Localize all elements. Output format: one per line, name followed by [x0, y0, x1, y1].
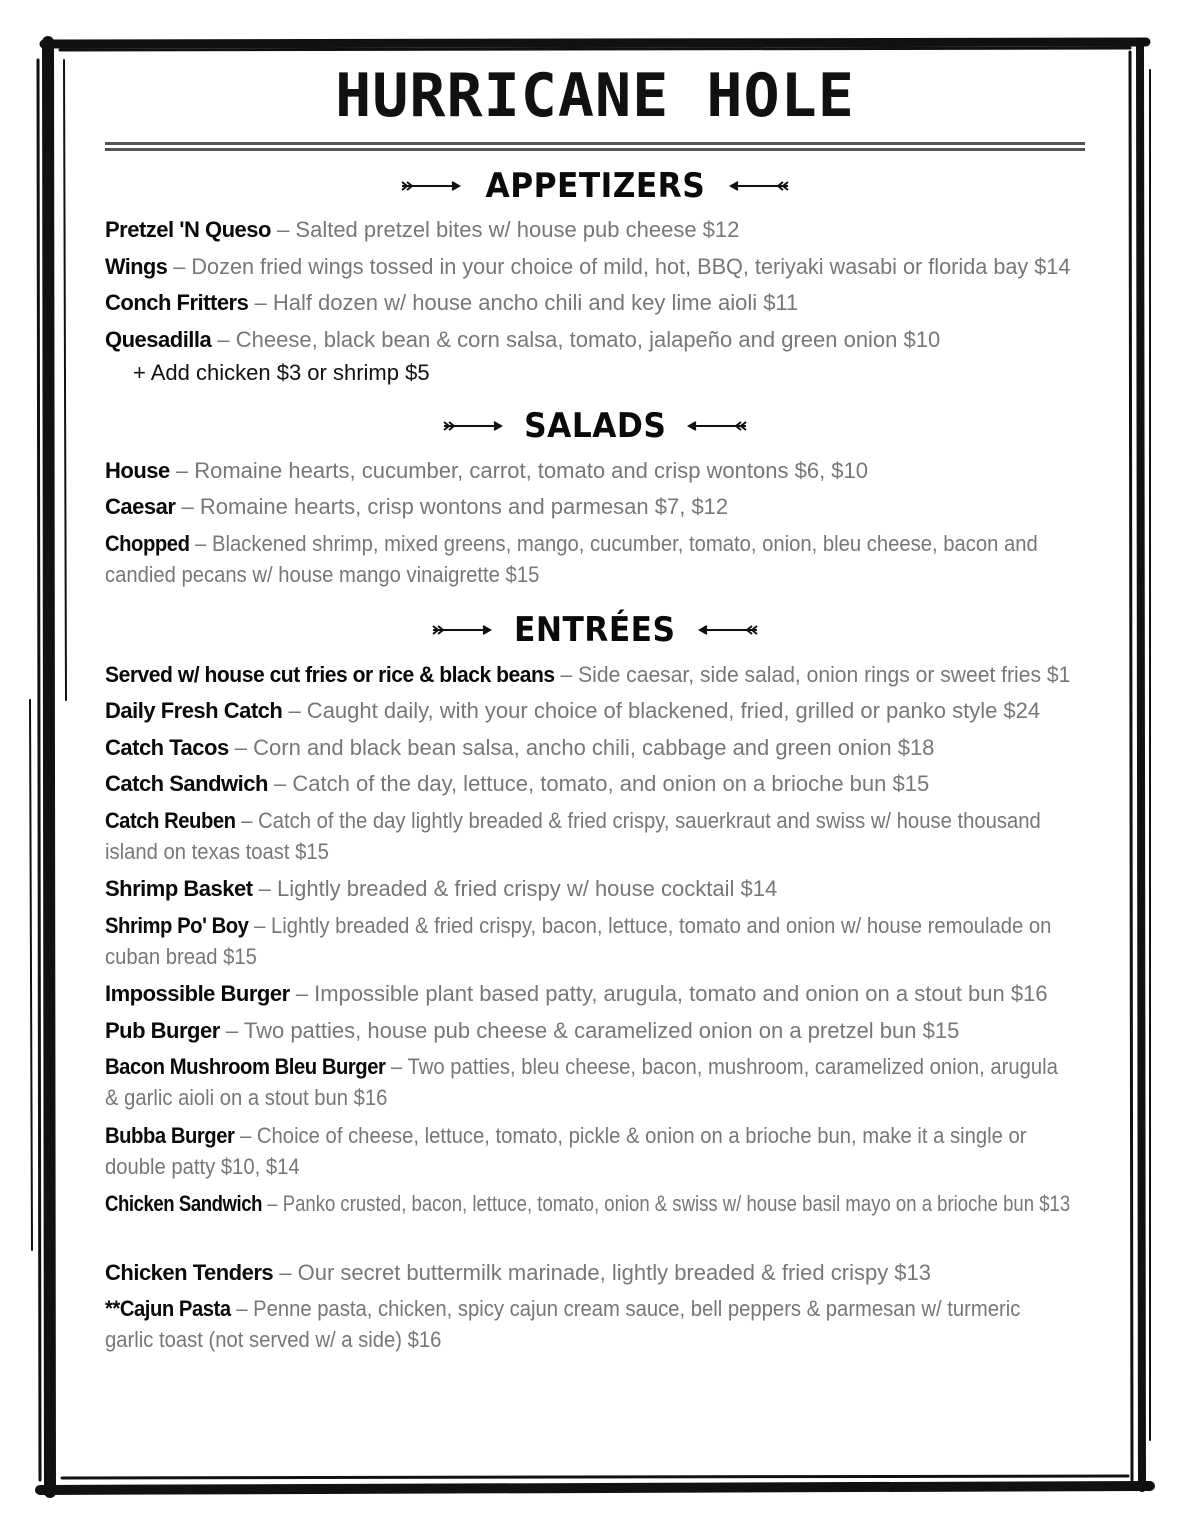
item-description: – Our secret buttermilk marinade, lightly breaded & fried crispy $13 [273, 1260, 932, 1285]
item-name: **Cajun Pasta [105, 1296, 231, 1321]
menu-item [105, 1293, 1070, 1355]
item-description: – Corn and black bean salsa, ancho chili, cabbage and green onion $18 [228, 735, 935, 760]
item-description: – Cheese, black bean & corn salsa, tomato, jalapeño and green onion $10 [211, 327, 941, 352]
arrow-right-icon [400, 179, 462, 193]
menu-item [105, 324, 1070, 355]
menu-item [105, 910, 1070, 972]
item-description: – Dozen fried wings tossed in your choice of mild, hot, BBQ, teriyaki wasabi or florida bay $14 [167, 254, 1071, 279]
item-name: Bubba Burger [105, 1123, 235, 1148]
arrow-right-icon [442, 419, 504, 433]
menu-item [105, 491, 1070, 522]
item-description: – Choice of cheese, lettuce, tomato, pickle & onion on a brioche bun, make it a single or double patty $10, $14 [105, 1123, 1027, 1179]
item-name: House [105, 458, 170, 483]
menu-item [105, 1188, 1070, 1219]
item-name: Catch Sandwich [105, 771, 268, 796]
arrow-left-icon [686, 419, 748, 433]
item-name: Chicken Sandwich [105, 1191, 263, 1216]
item-name: Bacon Mushroom Bleu Burger [105, 1054, 386, 1079]
title-divider-top [105, 142, 1085, 145]
item-description: – Two patties, bleu cheese, bacon, mushroom, caramelized onion, arugula & garlic aioli on a stout bun $16 [105, 1054, 1058, 1110]
item-name: Served w/ house cut fries or rice & black beans [105, 662, 555, 687]
menu-item [105, 1120, 1070, 1182]
menu-item [105, 287, 1070, 318]
menu-item [105, 455, 1070, 486]
item-description: – Half dozen w/ house ancho chili and key lime aioli $11 [248, 290, 799, 315]
item-description: – Catch of the day lightly breaded & fried crispy, sauerkraut and swiss w/ house thousand island on texas toast $15 [105, 808, 1041, 864]
menu-item [105, 214, 1070, 245]
arrow-left-icon [728, 179, 790, 193]
item-description: – Lightly breaded & fried crispy, bacon, lettuce, tomato and onion w/ house remoulade on cuban bread $15 [105, 913, 1052, 969]
item-name: Caesar [105, 494, 176, 519]
entrees-heading [0, 610, 1190, 650]
item-name: Catch Reuben [105, 808, 236, 833]
quesadilla-addon: + Add chicken $3 or shrimp $5 [133, 360, 430, 385]
item-description: – Penne pasta, chicken, spicy cajun cream sauce, bell peppers & parmesan w/ turmeric garlic toast (not served w/ a side) $16 [105, 1296, 1021, 1352]
menu-item [105, 251, 1070, 282]
menu-item [105, 1015, 1070, 1046]
item-name: Chopped [105, 531, 190, 556]
item-description: – Caught daily, with your choice of blackened, fried, grilled or panko style $24 [282, 698, 1041, 723]
item-name: Chicken Tenders [105, 1260, 274, 1285]
item-description: – Impossible plant based patty, arugula, tomato and onion on a stout bun $16 [289, 981, 1048, 1006]
restaurant-title: HURRICANE HOLE [335, 61, 855, 131]
title-divider-bottom [105, 148, 1085, 151]
menu-item [105, 659, 1070, 690]
item-name: Shrimp Po' Boy [105, 913, 249, 938]
menu-item [105, 978, 1070, 1009]
arrow-left-icon [697, 623, 759, 637]
section-title: APPETIZERS [485, 166, 705, 206]
item-name: Quesadilla [105, 327, 212, 352]
appetizers-heading [0, 166, 1190, 206]
salads-heading [0, 406, 1190, 446]
item-description: – Romaine hearts, crisp wontons and parmesan $7, $12 [175, 494, 729, 519]
menu-item [105, 768, 1070, 799]
menu-item [105, 805, 1070, 867]
item-name: Impossible Burger [105, 981, 290, 1006]
item-name: Pub Burger [105, 1018, 220, 1043]
menu-item [105, 873, 1070, 904]
item-name: Catch Tacos [105, 735, 229, 760]
section-title: SALADS [523, 406, 667, 446]
arrow-right-icon [431, 623, 493, 637]
item-description: – Side caesar, side salad, onion rings or sweet fries $1 [554, 662, 1071, 687]
item-description: – Salted pretzel bites w/ house pub cheese $12 [270, 217, 740, 242]
item-description: – Blackened shrimp, mixed greens, mango, cucumber, tomato, onion, bleu cheese, bacon and candied pecans w/ house mango vinaigrette $15 [105, 531, 1038, 587]
menu-item [105, 1051, 1070, 1113]
item-description: – Panko crusted, bacon, lettuce, tomato, onion & swiss w/ house basil mayo on a brioche bun $13 [262, 1191, 1071, 1216]
menu-item [105, 1257, 1070, 1288]
item-description: – Catch of the day, lettuce, tomato, and onion on a brioche bun $15 [267, 771, 930, 796]
item-name: Daily Fresh Catch [105, 698, 283, 723]
item-description: – Romaine hearts, cucumber, carrot, tomato and crisp wontons $6, $10 [169, 458, 869, 483]
menu-item [105, 528, 1070, 590]
section-title: ENTRÉES [514, 610, 676, 650]
item-name: Pretzel 'N Queso [105, 217, 271, 242]
item-name: Shrimp Basket [105, 876, 253, 901]
menu-item [105, 695, 1070, 726]
item-description: – Two patties, house pub cheese & caramelized onion on a pretzel bun $15 [219, 1018, 960, 1043]
menu-item [105, 732, 1070, 763]
item-name: Wings [105, 254, 168, 279]
item-description: – Lightly breaded & fried crispy w/ house cocktail $14 [252, 876, 778, 901]
item-name: Conch Fritters [105, 290, 249, 315]
